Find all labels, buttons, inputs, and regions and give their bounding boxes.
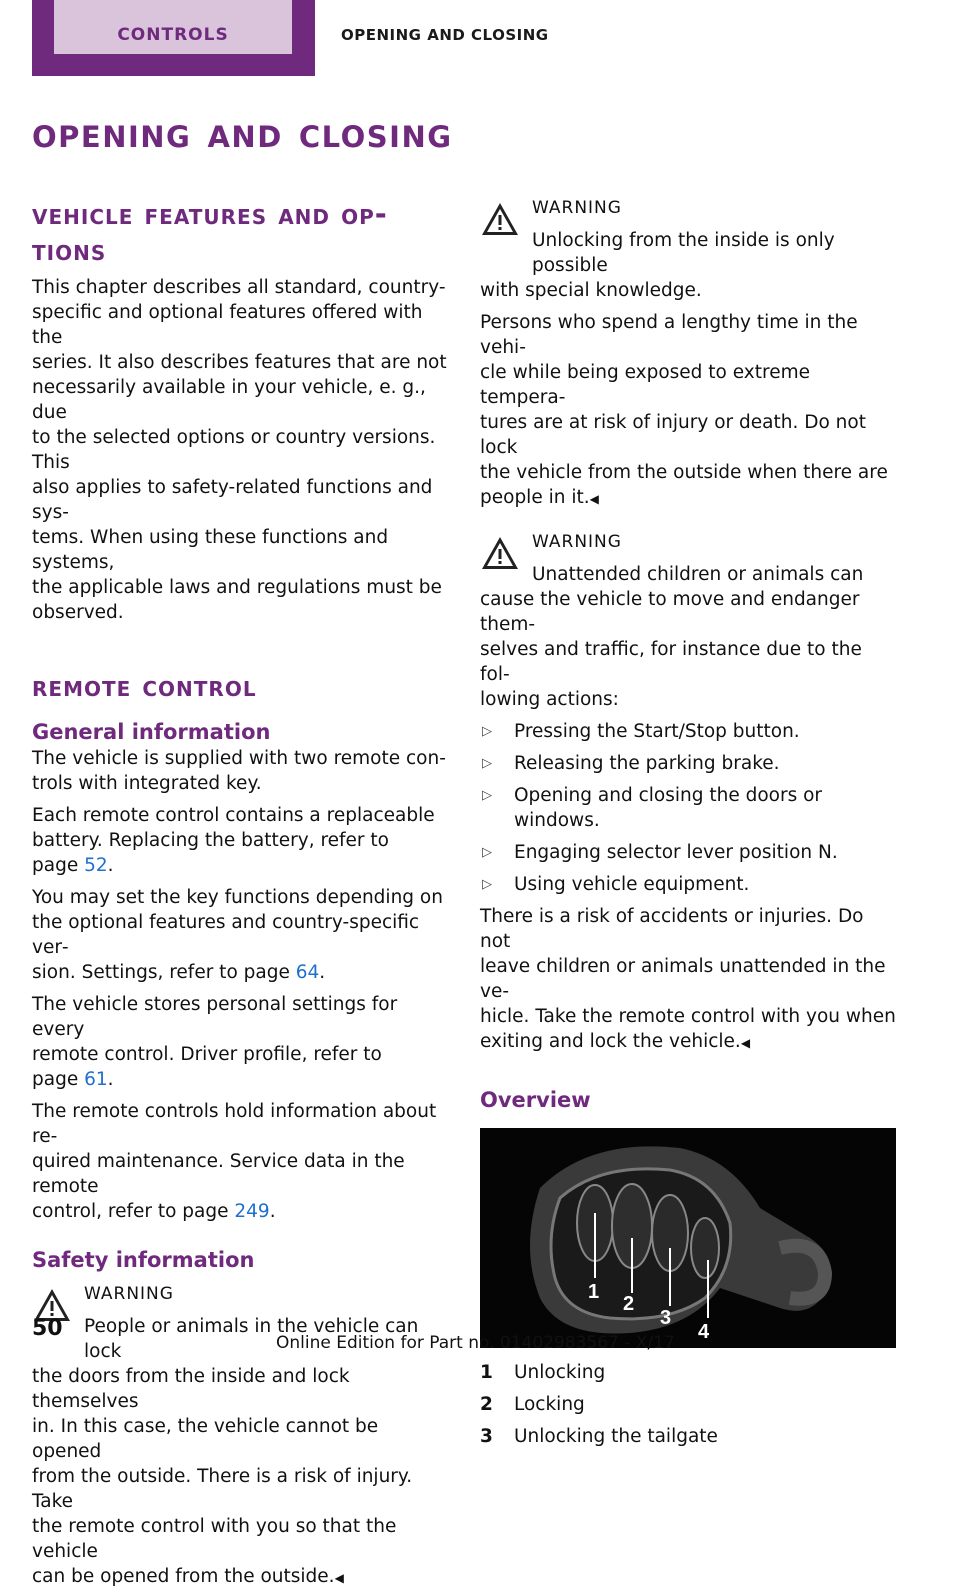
list-item: ▷ Opening and closing the doors or windows. xyxy=(482,785,823,831)
heading-remote-control: remote control xyxy=(32,669,257,703)
bullet-triangle-icon: ▷ xyxy=(482,877,492,892)
remote-control-photo xyxy=(480,1128,896,1348)
paragraph-general-1: The vehicle is supplied with two remote con‐ trols with integrated key. xyxy=(32,748,446,794)
bullet-triangle-icon: ▷ xyxy=(482,756,492,771)
overview-legend xyxy=(480,1360,896,1449)
bullet-triangle-icon: ▷ xyxy=(482,788,492,803)
warning-triangle-icon xyxy=(480,534,520,572)
right-column xyxy=(480,196,896,1456)
header-tab xyxy=(32,0,315,76)
end-mark-icon: ◀ xyxy=(334,1571,344,1585)
photo-callout-3: 3 xyxy=(660,1307,672,1329)
legend-item: 3 Unlocking the tailgate xyxy=(480,1426,718,1447)
paragraph-general-4: The vehicle stores personal settings for every remote control. Driver profile, refer to page 61. xyxy=(32,994,398,1090)
actions-list xyxy=(480,719,896,897)
list-item: ▷ Using vehicle equipment. xyxy=(482,874,750,895)
paragraph-general-5: The remote controls hold information about re‐ quired maintenance. Service data in the remote control, refer to page 249. xyxy=(32,1101,437,1222)
bullet-triangle-icon: ▷ xyxy=(482,845,492,860)
warning-label: WARNING xyxy=(532,198,622,218)
paragraph-general-3: You may set the key functions depending on the optional features and country-specific ver‐ sion. Settings, refer to page 64. xyxy=(32,887,443,983)
photo-callout-2: 2 xyxy=(623,1293,635,1315)
warning-block-2: WARNING Unlocking from the inside is only possible with special knowledge. Persons who spend a lengthy time in the vehi‐ cle while being exposed to extreme tempera‐ tures are at risk of injury or death. Do not lock the vehicle from the outside when there are people in it.◀ xyxy=(480,196,896,512)
page-number: 50 xyxy=(32,1316,63,1341)
warning-label: WARNING xyxy=(84,1284,174,1304)
page-link-64[interactable]: 64 xyxy=(295,962,320,983)
list-item: ▷ Releasing the parking brake. xyxy=(482,753,780,774)
warning-block-3: WARNING Unattended children or animals can cause the vehicle to move and endanger them‐ selves and traffic, for instance due to the fol‐ lowing actions: ▷ Pressing the Start/Stop button. ▷ Releasing the parking brake. ▷ Opening and closing the doors or windows. ▷ Engaging selector lever position N. ▷ Using vehicle equipment. There is a risk of accidents or injuries. Do not leave children or animals unattended in the ve‐ hicle. Take the remote control with you when exiting and lock the vehicle.◀ xyxy=(480,532,896,1052)
end-mark-icon: ◀ xyxy=(589,492,599,506)
end-mark-icon: ◀ xyxy=(740,1036,751,1050)
photo-callout-4: 4 xyxy=(698,1321,710,1343)
left-column xyxy=(32,196,450,1591)
page-link-249[interactable]: 249 xyxy=(234,1201,270,1222)
legend-item: 1 Unlocking xyxy=(480,1362,606,1383)
warning-block-1: WARNING People or animals in the vehicle can lock the doors from the inside and lock themselves in. In this case, the vehicle cannot be opened from the outside. There is a risk of injury. Take the remote control with you so that the vehicle can be opened from the outside.◀ xyxy=(32,1282,450,1591)
bullet-triangle-icon: ▷ xyxy=(482,724,492,739)
page-link-52[interactable]: 52 xyxy=(84,855,108,876)
remote-key-illustration xyxy=(480,1128,896,1348)
edition-footer: Online Edition for Part no. 01402983567 - X/17 xyxy=(276,1333,675,1353)
warning-triangle-icon xyxy=(480,200,520,238)
header-section-label: OPENING AND CLOSING xyxy=(341,26,549,44)
heading-safety-information: Safety information xyxy=(32,1248,255,1272)
legend-item: 2 Locking xyxy=(480,1394,585,1415)
warning-label: WARNING xyxy=(532,532,622,552)
heading-overview: Overview xyxy=(480,1088,591,1112)
list-item: ▷ Engaging selector lever position N. xyxy=(482,842,838,863)
heading-vehicle-features: vehicle features and op‐ tions xyxy=(32,197,388,267)
paragraph-vehicle-features: This chapter describes all standard, country- specific and optional features offered with the series. It also describes features that are not necessarily available in your vehicle, e. g., due to the selected options or country versions. This also applies to safety-related functions and sys‐ tems. When using these functions and systems, the applicable laws and regulations must be observed. xyxy=(32,277,447,623)
heading-general-information: General information xyxy=(32,720,271,744)
header-tab-label: CONTROLS xyxy=(54,0,292,54)
photo-callout-1: 1 xyxy=(588,1281,600,1303)
page-title: opening and closing xyxy=(32,108,453,157)
page-link-61[interactable]: 61 xyxy=(84,1069,108,1090)
list-item: ▷ Pressing the Start/Stop button. xyxy=(482,721,800,742)
paragraph-general-2: Each remote control contains a replaceable battery. Replacing the battery, refer to page 52. xyxy=(32,805,435,876)
